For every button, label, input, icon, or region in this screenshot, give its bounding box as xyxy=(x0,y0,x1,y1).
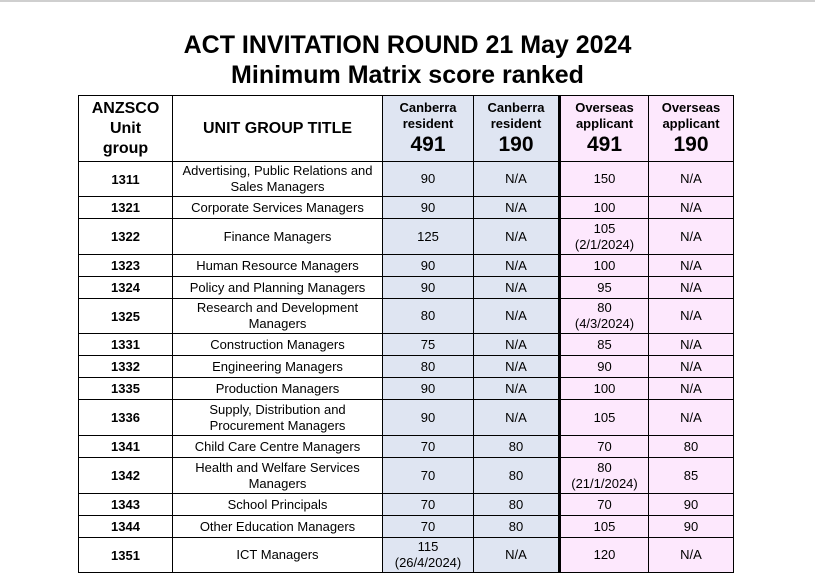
anzsco-code xyxy=(79,494,173,516)
unit-group-title xyxy=(173,299,383,334)
table-row xyxy=(79,197,734,219)
canberra-491-score xyxy=(383,458,474,494)
table-row xyxy=(79,400,734,436)
score-value: 80 xyxy=(508,496,524,512)
score-value: N/A xyxy=(505,257,527,273)
anzsco-code-text: 1321 xyxy=(111,200,140,215)
canberra-491-score xyxy=(383,299,474,334)
canberra-190-score xyxy=(474,516,560,538)
score-value: N/A xyxy=(680,409,702,425)
anzsco-code-text: 1335 xyxy=(111,381,140,396)
overseas-190-score xyxy=(649,436,734,458)
header-overseas-190: Overseas applicant 190 xyxy=(649,96,734,162)
overseas-491-score xyxy=(560,458,649,494)
overseas-190-score xyxy=(649,458,734,494)
score-value: 80 xyxy=(420,358,436,374)
canberra-491-score xyxy=(383,197,474,219)
unit-group-title-text: Corporate Services Managers xyxy=(191,199,364,215)
score-value: N/A xyxy=(680,308,702,323)
score-value: N/A xyxy=(505,308,527,323)
score-value: N/A xyxy=(505,547,527,562)
score-value: 70 xyxy=(597,438,612,454)
score-value: 70 xyxy=(420,496,436,512)
score-value: 80 xyxy=(508,467,524,483)
unit-group-title-text: Other Education Managers xyxy=(199,518,356,534)
score-value: 85 xyxy=(683,467,699,483)
unit-group-title-text: School Principals xyxy=(227,496,328,512)
overseas-491-score xyxy=(560,378,649,400)
score-value: 90 xyxy=(683,518,699,534)
score-value: 70 xyxy=(420,467,436,483)
overseas-491-score xyxy=(560,400,649,436)
overseas-190-score xyxy=(649,255,734,277)
score-value: 105 xyxy=(593,409,616,425)
score-value: 80 xyxy=(420,308,436,323)
canberra-190-score xyxy=(474,299,560,334)
page-subtitle: Minimum Matrix score ranked xyxy=(231,61,584,89)
anzsco-code-text: 1324 xyxy=(111,280,140,295)
unit-group-title xyxy=(173,219,383,255)
overseas-491-score xyxy=(560,277,649,299)
overseas-491-score xyxy=(560,197,649,219)
canberra-190-score xyxy=(474,334,560,356)
score-value: N/A xyxy=(505,279,527,295)
score-value: N/A xyxy=(680,171,702,186)
canberra-491-score xyxy=(383,356,474,378)
score-value: N/A xyxy=(680,199,702,215)
table-row xyxy=(79,299,734,334)
table-row xyxy=(79,538,734,573)
anzsco-code-text: 1332 xyxy=(111,359,140,374)
unit-group-title xyxy=(173,162,383,197)
unit-group-title xyxy=(173,378,383,400)
anzsco-code xyxy=(79,356,173,378)
unit-group-title-text: Finance Managers xyxy=(223,228,332,244)
overseas-190-score xyxy=(649,277,734,299)
canberra-491-score xyxy=(383,494,474,516)
score-value: N/A xyxy=(505,409,527,425)
unit-group-title xyxy=(173,197,383,219)
overseas-491-score xyxy=(560,162,649,197)
table-row xyxy=(79,436,734,458)
canberra-491-score xyxy=(383,255,474,277)
score-value: 120 xyxy=(593,547,616,562)
overseas-190-score xyxy=(649,356,734,378)
score-value: 90 xyxy=(420,257,436,273)
canberra-190-score xyxy=(474,162,560,197)
anzsco-code xyxy=(79,299,173,334)
unit-group-title-text: Health and Welfare Services Managers xyxy=(195,459,360,491)
score-value: N/A xyxy=(680,380,702,396)
canberra-491-score xyxy=(383,378,474,400)
canberra-190-score xyxy=(474,538,560,573)
anzsco-code-text: 1311 xyxy=(111,171,140,187)
score-date-note: (21/1/2024) xyxy=(571,475,638,491)
table-row xyxy=(79,378,734,400)
unit-group-title-text: Child Care Centre Managers xyxy=(194,438,361,454)
table-row xyxy=(79,219,734,255)
score-value: N/A xyxy=(680,336,702,352)
anzsco-code-text: 1322 xyxy=(111,229,140,244)
score-value: 90 xyxy=(683,496,699,512)
table-row xyxy=(79,277,734,299)
unit-group-title-text: Engineering Managers xyxy=(212,358,343,374)
unit-group-title xyxy=(173,400,383,436)
top-border-line xyxy=(0,0,815,2)
score-date-note: (26/4/2024) xyxy=(394,555,462,570)
unit-group-title xyxy=(173,277,383,299)
score-value: 80 xyxy=(508,518,524,534)
overseas-190-score xyxy=(649,400,734,436)
anzsco-code xyxy=(79,538,173,573)
score-value: N/A xyxy=(505,199,527,215)
canberra-190-score xyxy=(474,436,560,458)
overseas-491-score xyxy=(560,219,649,255)
score-date-note: (2/1/2024) xyxy=(574,236,635,252)
anzsco-code xyxy=(79,162,173,197)
score-value: 80 xyxy=(597,300,612,315)
score-value: 80 xyxy=(683,438,699,454)
header-overseas-491: Overseas applicant 491 xyxy=(560,96,649,162)
unit-group-title xyxy=(173,538,383,573)
anzsco-code-text: 1343 xyxy=(111,497,140,512)
score-value: N/A xyxy=(505,171,527,186)
unit-group-title xyxy=(173,334,383,356)
overseas-491-score xyxy=(560,255,649,277)
score-value: 95 xyxy=(597,279,612,295)
unit-group-title xyxy=(173,436,383,458)
header-unit-group-title: UNIT GROUP TITLE xyxy=(173,96,383,162)
score-value: 115 xyxy=(417,539,439,554)
score-value: 105 xyxy=(593,220,616,236)
overseas-491-score xyxy=(560,516,649,538)
score-value: 90 xyxy=(420,279,436,295)
overseas-190-score xyxy=(649,197,734,219)
score-value: 125 xyxy=(417,228,439,244)
unit-group-title xyxy=(173,494,383,516)
page-title: ACT INVITATION ROUND 21 May 2024 xyxy=(183,31,632,59)
unit-group-title xyxy=(173,458,383,494)
table-row xyxy=(79,334,734,356)
overseas-190-score xyxy=(649,494,734,516)
table-row xyxy=(79,356,734,378)
header-anzsco: ANZSCO Unit group xyxy=(79,96,173,162)
table-row xyxy=(79,494,734,516)
overseas-491-score xyxy=(560,334,649,356)
canberra-491-score xyxy=(383,162,474,197)
canberra-491-score xyxy=(383,516,474,538)
score-value: 90 xyxy=(597,358,612,374)
anzsco-code xyxy=(79,458,173,494)
header-canberra-491: Canberra resident 491 xyxy=(383,96,474,162)
unit-group-title-text: ICT Managers xyxy=(236,547,319,562)
score-value: N/A xyxy=(505,358,527,374)
canberra-190-score xyxy=(474,197,560,219)
header-canberra-190: Canberra resident 190 xyxy=(474,96,560,162)
canberra-190-score xyxy=(474,255,560,277)
overseas-190-score xyxy=(649,162,734,197)
unit-group-title-text: Supply, Distribution and Procurement Managers xyxy=(209,401,346,433)
unit-group-title xyxy=(173,356,383,378)
anzsco-code xyxy=(79,334,173,356)
anzsco-code xyxy=(79,197,173,219)
overseas-190-score xyxy=(649,538,734,573)
canberra-491-score xyxy=(383,277,474,299)
anzsco-code-text: 1341 xyxy=(111,439,140,454)
overseas-190-score xyxy=(649,219,734,255)
anzsco-code-text: 1331 xyxy=(111,337,140,352)
canberra-491-score xyxy=(383,334,474,356)
table-body xyxy=(79,162,734,573)
anzsco-code-text: 1344 xyxy=(111,519,140,534)
canberra-190-score xyxy=(474,458,560,494)
anzsco-code xyxy=(79,219,173,255)
anzsco-code xyxy=(79,378,173,400)
score-value: 70 xyxy=(420,438,436,454)
score-value: N/A xyxy=(680,257,702,273)
score-value: 100 xyxy=(593,380,616,396)
invitation-table xyxy=(78,95,734,573)
score-value: 90 xyxy=(420,171,436,186)
score-value: N/A xyxy=(505,336,527,352)
score-value: 85 xyxy=(597,336,612,352)
score-value: N/A xyxy=(680,547,702,562)
overseas-491-score xyxy=(560,299,649,334)
overseas-190-score xyxy=(649,516,734,538)
canberra-491-score xyxy=(383,400,474,436)
table-row xyxy=(79,458,734,494)
anzsco-code xyxy=(79,436,173,458)
anzsco-code xyxy=(79,516,173,538)
overseas-190-score xyxy=(649,378,734,400)
canberra-491-score xyxy=(383,538,474,573)
score-value: 100 xyxy=(593,257,616,273)
anzsco-code xyxy=(79,400,173,436)
table-row xyxy=(79,516,734,538)
score-value: N/A xyxy=(680,228,702,244)
overseas-491-score xyxy=(560,356,649,378)
canberra-190-score xyxy=(474,494,560,516)
table-row xyxy=(79,255,734,277)
score-value: N/A xyxy=(505,380,527,396)
score-value: 150 xyxy=(593,171,616,186)
score-value: 90 xyxy=(420,409,436,425)
canberra-190-score xyxy=(474,277,560,299)
score-value: N/A xyxy=(505,228,527,244)
score-date-note: (4/3/2024) xyxy=(574,316,635,331)
score-value: 105 xyxy=(593,518,616,534)
score-value: N/A xyxy=(680,279,702,295)
anzsco-code-text: 1325 xyxy=(111,308,140,324)
canberra-190-score xyxy=(474,356,560,378)
score-value: 80 xyxy=(597,459,612,475)
unit-group-title-text: Construction Managers xyxy=(210,336,345,352)
table-row xyxy=(79,162,734,197)
overseas-190-score xyxy=(649,334,734,356)
score-value: 80 xyxy=(508,438,524,454)
anzsco-code xyxy=(79,255,173,277)
anzsco-code-text: 1323 xyxy=(111,258,140,273)
overseas-491-score xyxy=(560,494,649,516)
anzsco-code xyxy=(79,277,173,299)
canberra-190-score xyxy=(474,378,560,400)
unit-group-title xyxy=(173,255,383,277)
score-value: 100 xyxy=(593,199,616,215)
canberra-190-score xyxy=(474,219,560,255)
score-value: 75 xyxy=(420,336,436,352)
unit-group-title-text: Human Resource Managers xyxy=(196,257,359,273)
overseas-491-score xyxy=(560,436,649,458)
overseas-491-score xyxy=(560,538,649,573)
header-row xyxy=(79,96,734,162)
anzsco-code-text: 1342 xyxy=(111,468,140,483)
canberra-190-score xyxy=(474,400,560,436)
canberra-491-score xyxy=(383,219,474,255)
unit-group-title-text: Policy and Planning Managers xyxy=(189,279,366,295)
unit-group-title-text: Research and Development Managers xyxy=(196,300,359,331)
score-value: N/A xyxy=(680,358,702,374)
score-value: 70 xyxy=(420,518,436,534)
score-value: 70 xyxy=(597,496,612,512)
score-value: 90 xyxy=(420,199,436,215)
overseas-190-score xyxy=(649,299,734,334)
score-value: 90 xyxy=(420,380,436,396)
unit-group-title-text: Advertising, Public Relations and Sales Managers xyxy=(182,163,373,194)
anzsco-code-text: 1336 xyxy=(111,410,140,425)
unit-group-title xyxy=(173,516,383,538)
anzsco-code-text: 1351 xyxy=(111,547,140,563)
canberra-491-score xyxy=(383,436,474,458)
unit-group-title-text: Production Managers xyxy=(215,380,340,396)
